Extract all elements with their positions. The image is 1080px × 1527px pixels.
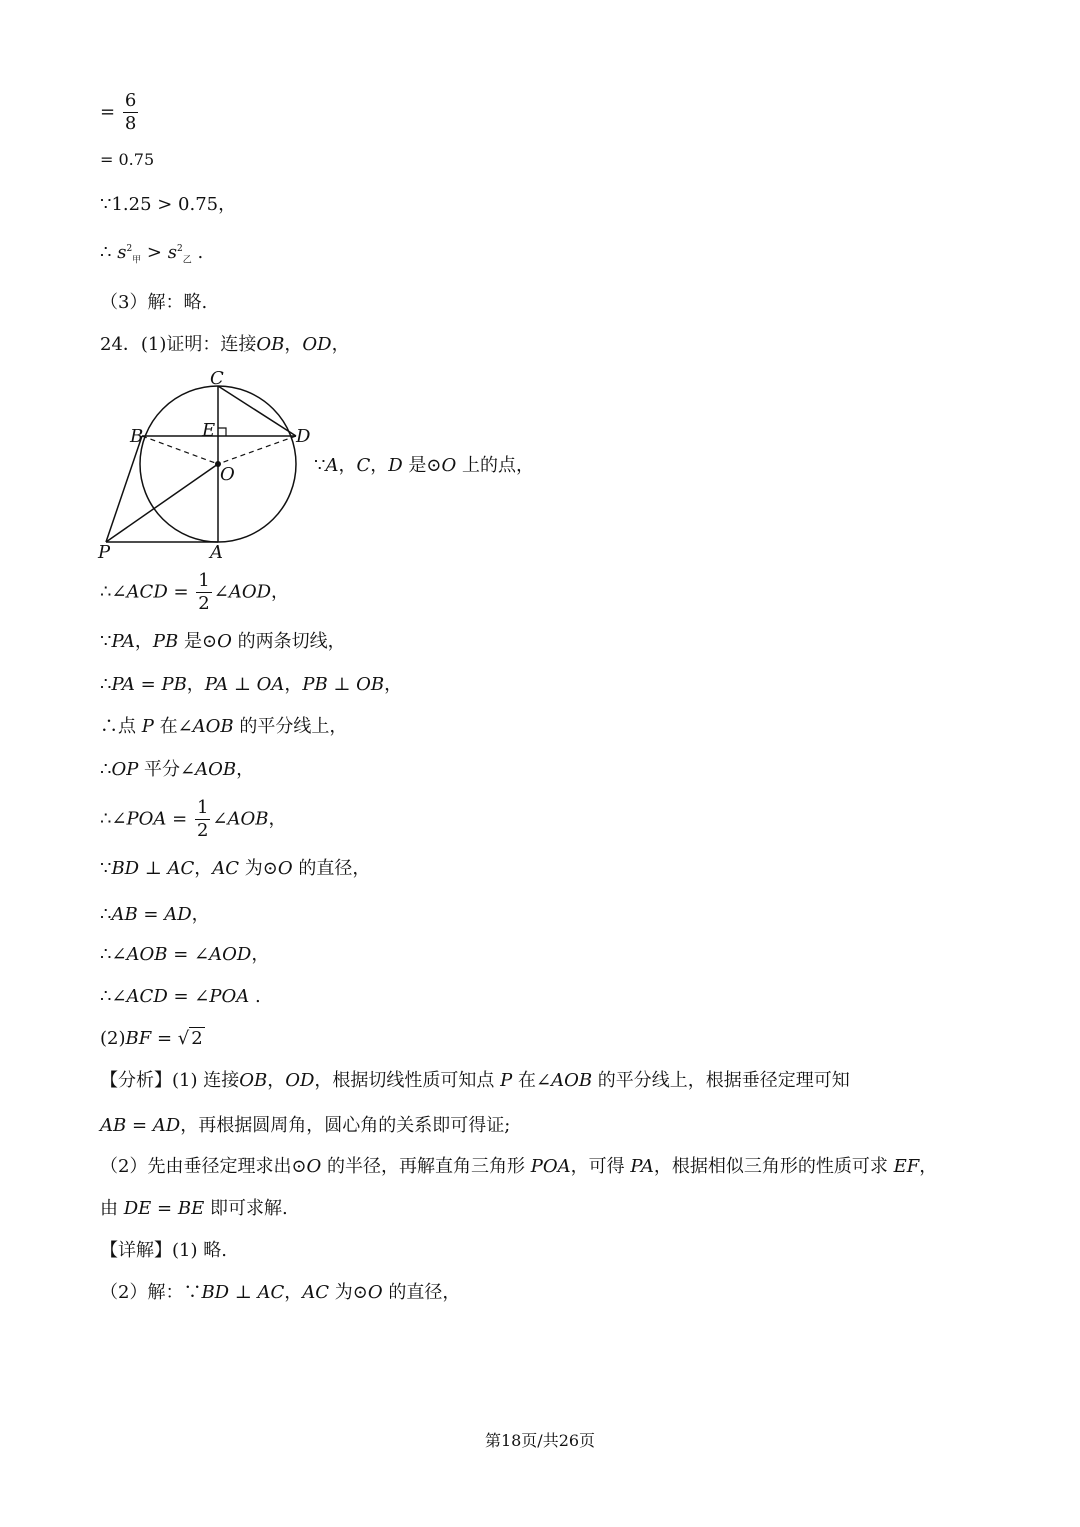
line-analysis-1: [100, 1072, 850, 1090]
text: ，: [271, 581, 290, 603]
text: 是⊙: [402, 455, 442, 476]
var: AD: [164, 904, 192, 925]
text: ∴∠: [100, 944, 127, 965]
text: ，: [331, 334, 350, 355]
text: ，: [268, 808, 287, 830]
var: AOB: [227, 808, 269, 830]
sub: 甲: [132, 255, 142, 266]
sup: 2: [126, 244, 133, 254]
text: ，: [251, 944, 270, 965]
var: BF: [125, 1028, 152, 1049]
var: PB: [161, 674, 187, 695]
line-points-on-circle: [314, 457, 534, 475]
sup: 2: [176, 244, 183, 254]
denominator: 2: [198, 593, 210, 614]
text: 为⊙: [239, 858, 278, 879]
text: ∵: [100, 858, 112, 879]
text: ∴∠: [100, 808, 127, 830]
line-p-on-bisector: [100, 718, 347, 736]
text: 的直径，: [382, 1282, 461, 1303]
line-bd-perp-ac: [100, 860, 370, 878]
text: ∴∠: [100, 581, 127, 603]
numerator: 1: [196, 797, 209, 818]
equals-sign: =: [100, 101, 116, 123]
fraction: [195, 799, 210, 840]
var: AC: [302, 1282, 330, 1303]
var: P: [500, 1070, 513, 1091]
text: =: [134, 674, 162, 695]
text: ∵: [100, 631, 112, 652]
var: OB: [256, 334, 285, 355]
text: ⊥: [228, 674, 257, 695]
geometry-figure: [90, 362, 310, 562]
text: ，可得: [570, 1156, 631, 1177]
line-comparison: ∵1.25 > 0.75，: [100, 194, 237, 215]
var: OA: [256, 674, 285, 695]
text: ∴: [100, 904, 112, 925]
text: ，: [284, 1282, 303, 1303]
var: PA: [630, 1156, 654, 1177]
var: PA: [111, 631, 135, 652]
line-angle-acd-half: [100, 572, 289, 613]
text: ，: [384, 674, 403, 695]
denominator: 2: [196, 820, 209, 841]
var: PA: [111, 674, 135, 695]
label-d: D: [296, 426, 310, 447]
var: AB: [100, 1115, 127, 1136]
text: ，再根据圆周角，圆心角的关系即可得证;: [180, 1115, 511, 1136]
label-e: E: [202, 420, 216, 441]
text: ，: [284, 334, 303, 355]
text: ∴点: [100, 716, 142, 737]
text: =: [166, 808, 193, 830]
var: POA: [126, 808, 167, 830]
var: AD: [152, 1115, 181, 1136]
line-detail-1: 【详解】(1) 略.: [100, 1240, 227, 1261]
text: 的平分线上，根据垂径定理可知: [592, 1070, 850, 1091]
text: ，: [194, 858, 213, 879]
text: ∴: [100, 674, 112, 695]
text: ，: [186, 674, 205, 695]
fraction: [196, 572, 211, 613]
var: OP: [111, 759, 139, 780]
segment-od-dashed: [218, 436, 296, 464]
var: O: [367, 1282, 383, 1303]
label-o: O: [220, 464, 235, 485]
text: =: [151, 1028, 178, 1049]
line-analysis-4: [100, 1200, 288, 1218]
text: （2）先由垂径定理求出⊙: [100, 1156, 307, 1177]
var: AC: [257, 1282, 285, 1303]
text: 平分∠: [138, 759, 196, 780]
var: OB: [356, 674, 385, 695]
text: ⊥: [327, 674, 357, 695]
text: 是⊙: [178, 631, 218, 652]
line-fraction-6-8: [100, 92, 140, 133]
var: AOD: [228, 581, 272, 603]
text: ⊥: [139, 858, 168, 879]
var: A: [325, 455, 339, 476]
text: ，: [267, 1070, 286, 1091]
text: .: [249, 986, 261, 1007]
var: AC: [167, 858, 195, 879]
text: ∠: [213, 581, 229, 603]
text: ⊥: [229, 1282, 258, 1303]
text: 的两条切线，: [231, 631, 346, 652]
numerator: 6: [124, 90, 137, 111]
label-a: A: [210, 542, 223, 562]
line-ab-eq-ad: [100, 906, 210, 924]
numerator: 1: [198, 570, 210, 591]
var: O: [306, 1156, 322, 1177]
line-op-bisects: [100, 761, 254, 779]
sub: 乙: [182, 255, 192, 266]
denominator: 8: [124, 113, 137, 134]
line-angle-poa-half: [100, 799, 286, 840]
page-footer: 第18页/共26页: [484, 1431, 596, 1450]
var: BD: [201, 1282, 230, 1303]
var: POA: [209, 986, 250, 1007]
text: 上的点，: [456, 455, 534, 476]
text: 的平分线上，: [233, 716, 348, 737]
label-b: B: [130, 426, 144, 447]
text: =: [151, 1198, 178, 1219]
text: (2): [100, 1028, 126, 1049]
line-acd-eq-poa: [100, 988, 261, 1006]
text: =: [126, 1115, 153, 1136]
line-part2-answer: [100, 1030, 205, 1048]
segment-cd: [218, 386, 296, 436]
line-tangents: [100, 633, 346, 651]
text: ，: [134, 631, 153, 652]
var: D: [388, 455, 403, 476]
var-s: s: [167, 242, 177, 263]
text: ，: [284, 674, 303, 695]
var-s: s: [117, 242, 127, 263]
var: PB: [302, 674, 328, 695]
var: PA: [204, 674, 229, 695]
var: P: [141, 716, 154, 737]
text: = ∠: [167, 986, 210, 1007]
var: ACD: [126, 581, 168, 603]
line-part3: （3）解：略.: [100, 292, 208, 313]
right-angle-mark: [218, 428, 226, 436]
label-p: P: [98, 542, 111, 562]
var: AOB: [195, 759, 237, 780]
text: ，根据切线性质可知点: [314, 1070, 501, 1091]
line-aob-eq-aod: [100, 946, 269, 964]
var: AOB: [551, 1070, 593, 1091]
line-detail-2: [100, 1284, 460, 1302]
text: 在∠: [153, 716, 193, 737]
fraction: [123, 92, 138, 133]
var: AC: [212, 858, 240, 879]
text: 的半径，再解直角三角形: [321, 1156, 531, 1177]
text: =: [167, 581, 195, 603]
var: BE: [177, 1198, 205, 1219]
text: ，: [338, 455, 357, 476]
text: 由: [100, 1198, 124, 1219]
period: .: [191, 242, 204, 263]
text: ，根据相似三角形的性质可求: [653, 1156, 894, 1177]
text: ，: [370, 455, 389, 476]
var: DE: [123, 1198, 152, 1219]
text: =: [137, 904, 165, 925]
var: OD: [285, 1070, 315, 1091]
text: ，: [236, 759, 255, 780]
therefore: ∴: [100, 242, 112, 263]
sqrt: √ 2: [177, 1028, 203, 1049]
gt: >: [141, 242, 168, 263]
var: OD: [302, 334, 332, 355]
line-q24-proof: [100, 336, 350, 354]
var: AOB: [126, 944, 168, 965]
var: AOD: [209, 944, 252, 965]
line-variance-conclusion: [100, 244, 203, 266]
var: AB: [111, 904, 138, 925]
text: 在∠: [512, 1070, 552, 1091]
var: POA: [530, 1156, 571, 1177]
text: ，: [919, 1156, 938, 1177]
text: = ∠: [167, 944, 210, 965]
var: ACD: [126, 986, 168, 1007]
var: AOB: [192, 716, 234, 737]
text: 24．(1)证明：连接: [100, 334, 257, 355]
text: 即可求解.: [204, 1198, 288, 1219]
var: OB: [239, 1070, 268, 1091]
var: O: [277, 858, 293, 879]
line-result: = 0.75: [100, 150, 155, 169]
because: ∵: [314, 455, 326, 476]
text: 的直径，: [292, 858, 371, 879]
text: 为⊙: [329, 1282, 368, 1303]
line-analysis-2: [100, 1117, 510, 1135]
text: ∴∠: [100, 986, 127, 1007]
var: O: [217, 631, 232, 652]
var: O: [441, 455, 457, 476]
segment-po: [106, 464, 218, 542]
text: ∴: [100, 759, 112, 780]
var: C: [356, 455, 371, 476]
text: 【分析】(1) 连接: [100, 1070, 240, 1091]
radicand: 2: [191, 1028, 203, 1049]
segment-pb: [106, 436, 142, 542]
line-pa-eq-pb: [100, 676, 402, 694]
var: PB: [152, 631, 179, 652]
text: ，: [191, 904, 210, 925]
var: EF: [893, 1156, 920, 1177]
text: ∠: [212, 808, 228, 830]
line-analysis-3: [100, 1158, 937, 1176]
var: BD: [111, 858, 140, 879]
label-c: C: [210, 368, 224, 389]
text: （2）解：∵: [100, 1282, 202, 1303]
